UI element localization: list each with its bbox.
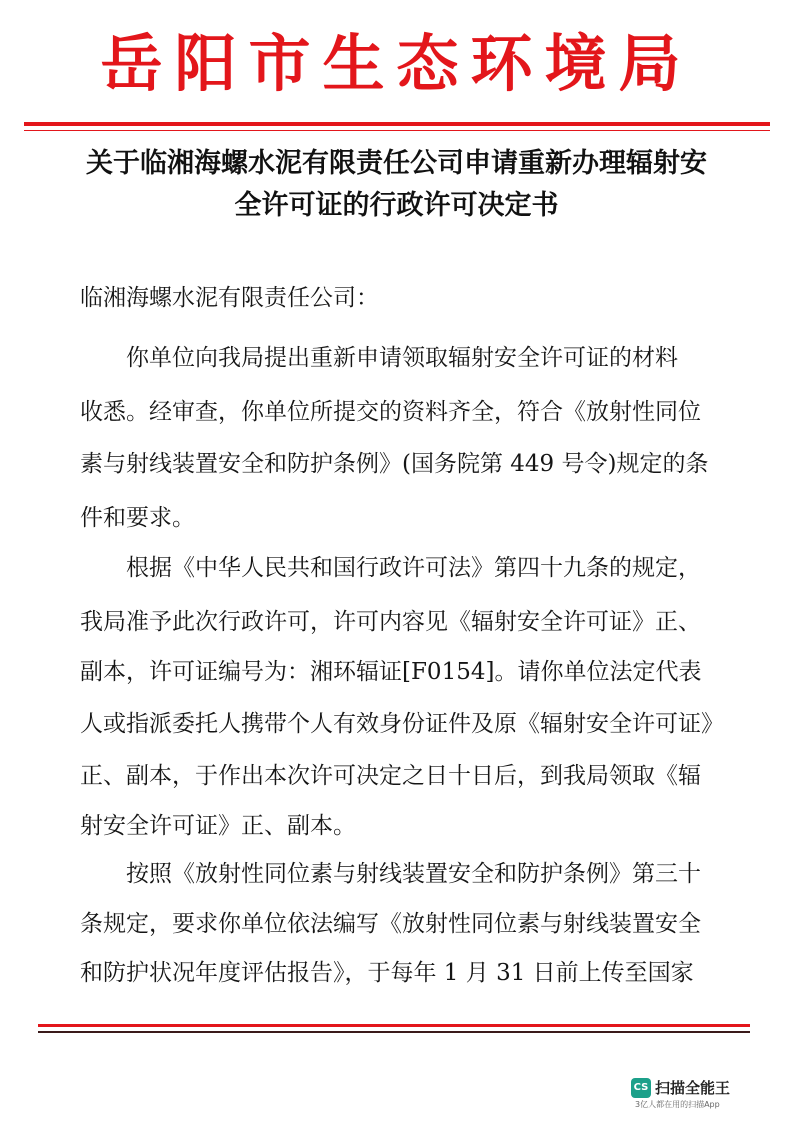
paragraph-2-line: 射安全许可证》正、副本。 [80,813,356,839]
letterhead-rule-thin [24,130,770,131]
paragraph-2-line: 我局准予此次行政许可，许可内容见《辐射安全许可证》正、 [80,609,701,635]
scanner-watermark [621,1076,781,1112]
salutation: 临湘海螺水泥有限责任公司： [80,285,379,311]
paragraph-3-line: 条规定，要求你单位依法编写《放射性同位素与射线装置安全 [80,911,701,937]
paragraph-2-line: 正、副本，于作出本次许可决定之日十日后，到我局领取《辐 [80,763,701,789]
agency-letterhead: 岳阳市生态环境局 [100,27,693,100]
paragraph-1-line: 你单位向我局提出重新申请领取辐射安全许可证的材料 [126,345,678,371]
document-title-line-2: 全许可证的行政许可决定书 [234,190,559,221]
paragraph-1-line: 件和要求。 [80,505,195,531]
paragraph-2-line: 人或指派委托人携带个人有效身份证件及原《辐射安全许可证》 [80,711,724,737]
paragraph-3-line: 按照《放射性同位素与射线装置安全和防护条例》第三十 [126,861,701,887]
paragraph-3-line: 和防护状况年度评估报告》，于每年 1 月 31 日前上传至国家 [80,960,694,986]
paragraph-1-line: 收悉。经审查，你单位所提交的资料齐全，符合《放射性同位 [80,399,701,425]
letterhead-rule-thick [24,122,770,126]
camscanner-logo-icon: CS [631,1078,651,1098]
watermark-brand: 扫描全能王 [655,1079,731,1097]
document-title-line-1: 关于临湘海螺水泥有限责任公司申请重新办理辐射安 [86,148,707,179]
footer-rule-dark [38,1031,750,1033]
paragraph-2-line: 根据《中华人民共和国行政许可法》第四十九条的规定， [126,555,701,581]
watermark-tagline: 3亿人都在用的扫描App [635,1100,720,1109]
footer-rule-red [38,1024,750,1027]
paragraph-1-line: 素与射线装置安全和防护条例》(国务院第 449 号令)规定的条 [80,451,709,477]
paragraph-2-line: 副本，许可证编号为：湘环辐证[F0154]。请你单位法定代表 [80,659,702,685]
